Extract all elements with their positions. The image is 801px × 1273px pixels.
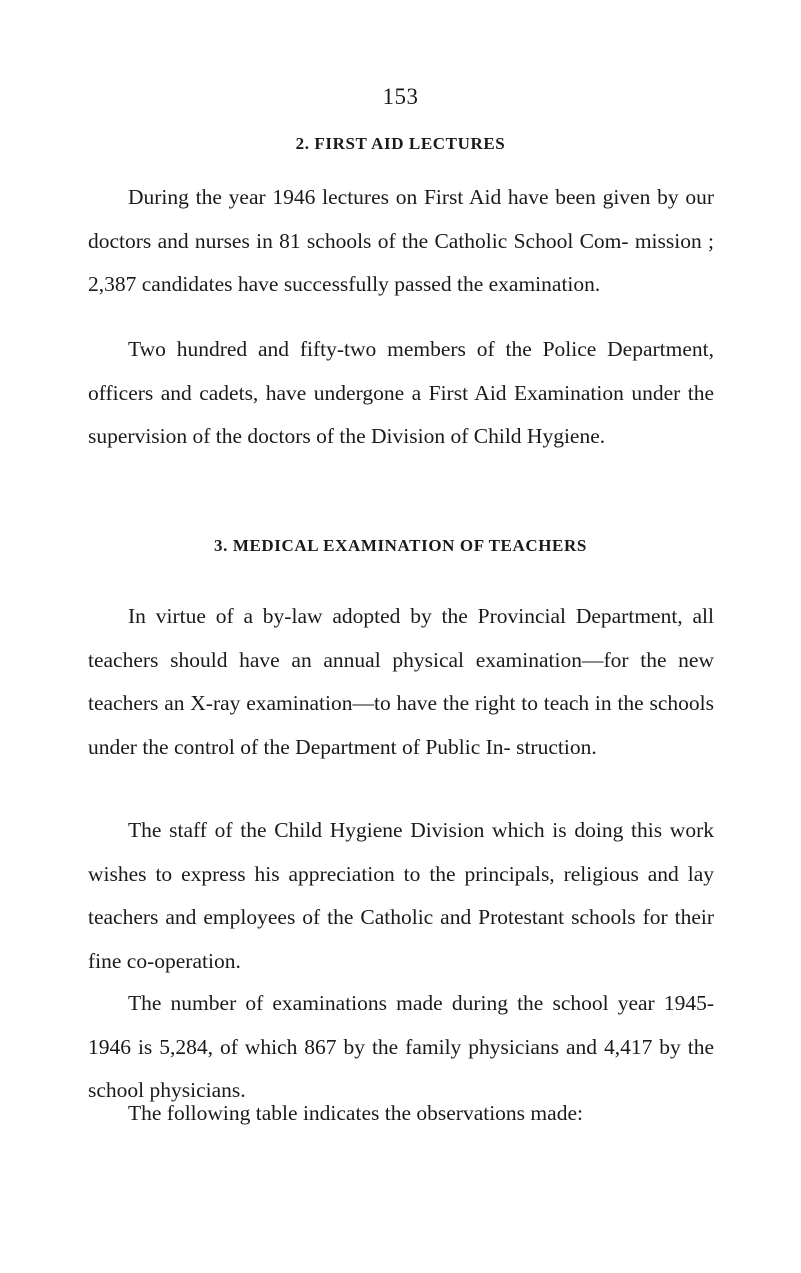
section-heading-medical-examination: 3. MEDICAL EXAMINATION OF TEACHERS (214, 536, 587, 555)
paragraph-appreciation: The staff of the Child Hygiene Division which is doing this work wishes to express his appreciation to the principals, religious and lay teachers and employees of the Catholic and Protestant schools for their fine co-operation. (88, 818, 714, 973)
paragraph-first-aid-police: Two hundred and fifty-two members of the Police Department, officers and cadets, have undergone a First Aid Examination under the supervision of the doctors of the Division of Child Hygiene. (88, 337, 714, 448)
paragraph-examination-count: The number of examinations made during the school year 1945-1946 is 5,284, of which 867 by the family physicians and 4,417 by the school physicians. (88, 991, 714, 1102)
page-number: 153 (382, 84, 419, 109)
paragraph-table-intro: The following table indicates the observations made: (128, 1101, 583, 1125)
paragraph-by-law: In virtue of a by-law adopted by the Provincial Department, all teachers should have an annual physical examination—for the new teachers an X-ray examination—to have the right to teach in the schools under the control of the Department of Public In- struction. (88, 604, 714, 759)
paragraph-first-aid-schools: During the year 1946 lectures on First Aid have been given by our doctors and nurses in 81 schools of the Catholic School Com- mission ; 2,387 candidates have successfully passed the examination. (88, 185, 714, 296)
section-heading-first-aid: 2. FIRST AID LECTURES (295, 134, 506, 153)
